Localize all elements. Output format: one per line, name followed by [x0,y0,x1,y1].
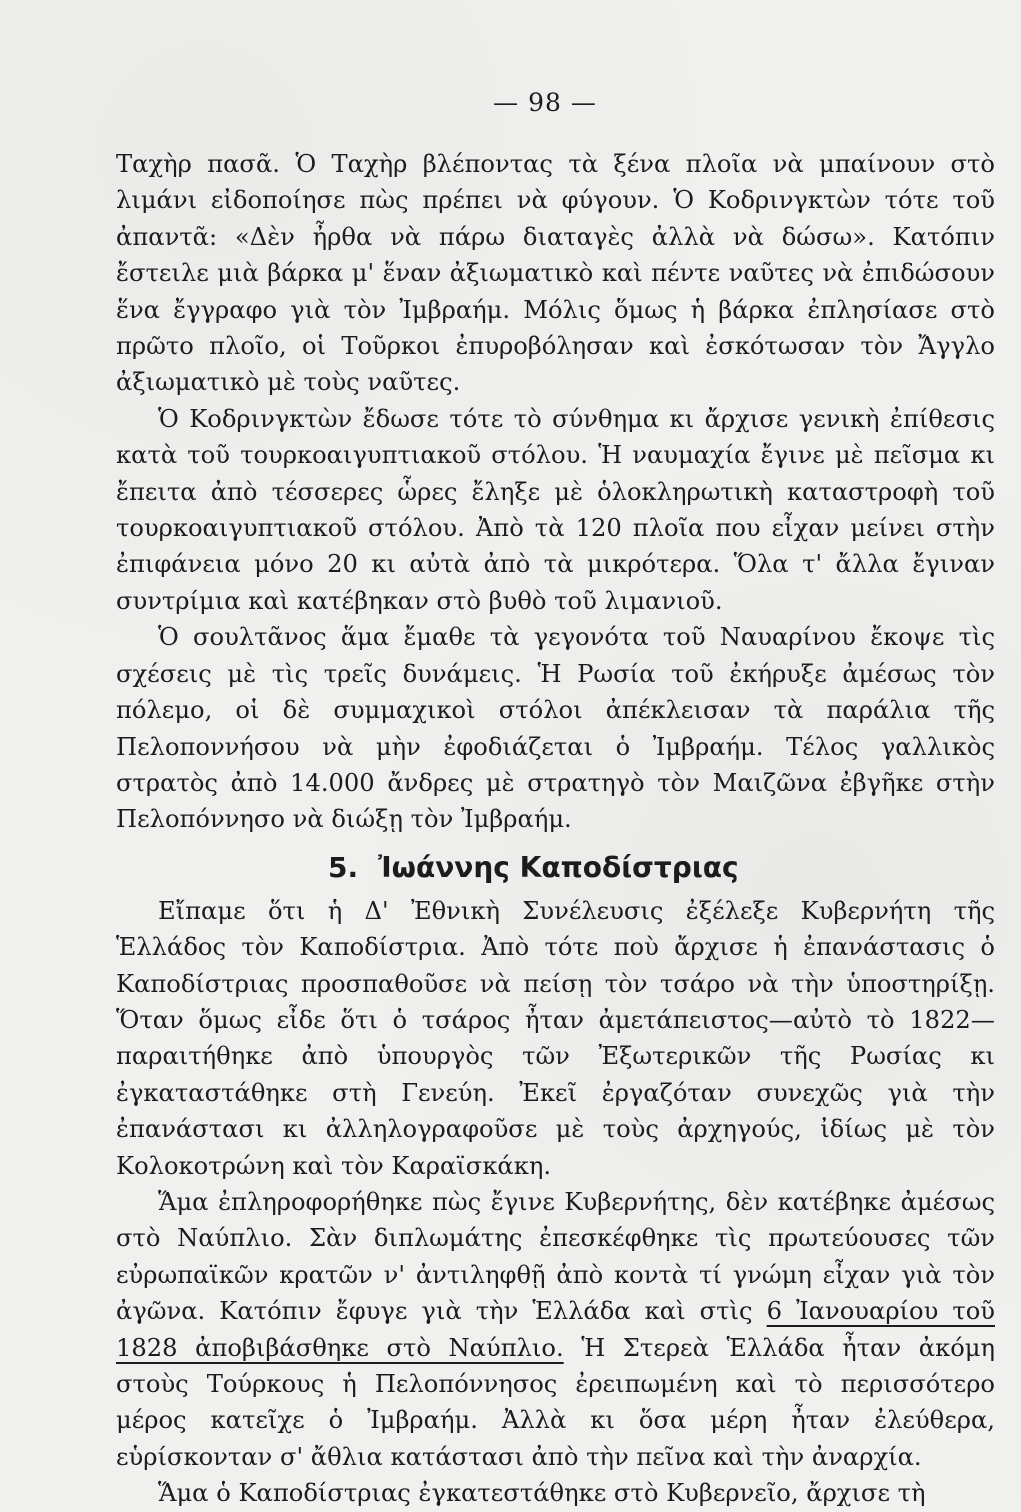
paragraph-5-text-before: Ἅμα ἐπληροφορήθηκε πὼς ἔγινε Κυβερνήτης, δὲν κατέβηκε ἀμέσως στὸ Ναύπλιο. Σὰν διπλωμάτης ἐπεσκέφθηκε τὶς πρωτεύουσες τῶν εὐρωπαϊκῶν κρατῶν ν' ἀντιληφθῇ ἀπὸ κοντὰ τί γνώμη εἶχαν γιὰ τὸν ἀγῶνα. Κατόπιν ἔφυγε γιὰ τὴν Ἑλλάδα καὶ στὶς [116,1187,995,1326]
section-title: Ἰωάννης Καποδίστριας [378,850,739,884]
section-heading [116,847,995,889]
page-number: — 98 — [493,88,597,117]
paragraph-5-text-after: Ἡ Στερεὰ Ἑλλάδα ἦταν ἀκόμη στοὺς Τούρκους ἡ Πελοπόννησος ἐρειπωμένη καὶ τὸ περισσότερο μέρος κατεῖχε ὁ Ἰμβραήμ. Ἀλλὰ κι ὅσα μέρη ἦταν ἐλεύθερα, εὑρίσκονταν σ' ἄθλια κατάστασι ἀπὸ τὴν πεῖνα καὶ τὴν ἀναρχία. [116,1333,995,1471]
page-body [116,146,995,1512]
paragraph-2: Ὁ Κοδρινγκτὼν ἔδωσε τότε τὸ σύνθημα κι ἄρχισε γενικὴ ἐπίθεσις κατὰ τοῦ τουρκοαιγυπτιακοῦ στόλου. Ἡ ναυμαχία ἔγινε μὲ πεῖσμα κι ἔπειτα ἀπὸ τέσσερες ὧρες ἔληξε μὲ ὁλοκληρωτικὴ καταστροφὴ τοῦ τουρκοαιγυπτιακοῦ στόλου. Ἀπὸ τὰ 120 πλοῖα που εἶχαν μείνει στὴν ἐπιφάνεια μόνο 20 κι αὐτὰ ἀπὸ τὰ μικρότερα. Ὅλα τ' ἄλλα ἔγιναν συντρίμια καὶ κατέβηκαν στὸ βυθὸ τοῦ λιμανιοῦ. [116,404,995,615]
paragraph-1: Ταχὴρ πασᾶ. Ὁ Ταχὴρ βλέποντας τὰ ξένα πλοῖα νὰ μπαίνουν στὸ λιμάνι εἰδοποίησε πὼς πρέπει νὰ φύγουν. Ὁ Κοδρινγκτὼν τότε τοῦ ἀπαντᾶ: «Δὲν ἦρθα νὰ πάρω διαταγὲς ἀλλὰ νὰ δώσω». Κατόπιν ἔστειλε μιὰ βάρκα μ' ἕναν ἀξιωματικὸ καὶ πέντε ναῦτες νὰ ἐπιδώσουν ἕνα ἔγγραφο γιὰ τὸν Ἰμβραήμ. Μόλις ὅμως ἡ βάρκα ἐπλησίασε στὸ πρῶτο πλοῖο, οἱ Τοῦρκοι ἐπυροβόλησαν καὶ ἐσκότωσαν τὸν Ἄγγλο ἀξιωματικὸ μὲ τοὺς ναῦτες. [116,150,995,397]
paragraph-3: Ὁ σουλτᾶνος ἅμα ἔμαθε τὰ γεγονότα τοῦ Ναυαρίνου ἔκοψε τὶς σχέσεις μὲ τὶς τρεῖς δυνάμεις. Ἡ Ρωσία τοῦ ἐκήρυξε ἀμέσως τὸν πόλεμο, οἱ δὲ συμμαχικοὶ στόλοι ἀπέκλεισαν τὰ παράλια τῆς Πελοποννήσου νὰ μὴν ἐφοδιάζεται ὁ Ἰμβραήμ. Τέλος γαλλικὸς στρατὸς ἀπὸ 14.000 ἄνδρες μὲ στρατηγὸ τὸν Μαιζῶνα ἐβγῆκε στὴν Πελοπόννησο νὰ διώξῃ τὸν Ἰμβραήμ. [116,623,995,834]
section-number: 5. [328,850,359,884]
underlined-date-passage: 6 Ἰανουαρίου τοῦ 1828 ἀποβιβάσθηκε στὸ Ναύπλιο. [116,1297,995,1362]
paragraph-6: Ἅμα ὁ Καποδίστριας ἐγκατεστάθηκε στὸ Κυβερνεῖο, ἄρχισε τὴ [158,1479,926,1508]
paragraph-5 [116,1184,995,1475]
paragraph-4: Εἴπαμε ὅτι ἡ Δ' Ἐθνικὴ Συνέλευσις ἐξέλεξε Κυβερνήτη τῆς Ἑλλάδος τὸν Καποδίστρια. Ἀπὸ τότε ποὺ ἄρχισε ἡ ἐπανάστασις ὁ Καποδίστριας προσπαθοῦσε νὰ πείσῃ τὸν τσάρο νὰ τὴν ὑποστηρίξῃ. Ὅταν ὅμως εἶδε ὅτι ὁ τσάρος ἦταν ἀμετάπειστος—αὐτὸ τὸ 1822—παραιτήθηκε ἀπὸ ὑπουργὸς τῶν Ἐξωτερικῶν τῆς Ρωσίας κι ἐγκαταστάθηκε στὴ Γενεύη. Ἐκεῖ ἐργαζόταν συνεχῶς γιὰ τὴν ἐπανάστασι κι ἀλληλογραφοῦσε μὲ τοὺς ἀρχηγούς, ἰδίως μὲ τὸν Κολοκοτρώνη καὶ τὸν Καραϊσκάκη. [116,896,995,1180]
